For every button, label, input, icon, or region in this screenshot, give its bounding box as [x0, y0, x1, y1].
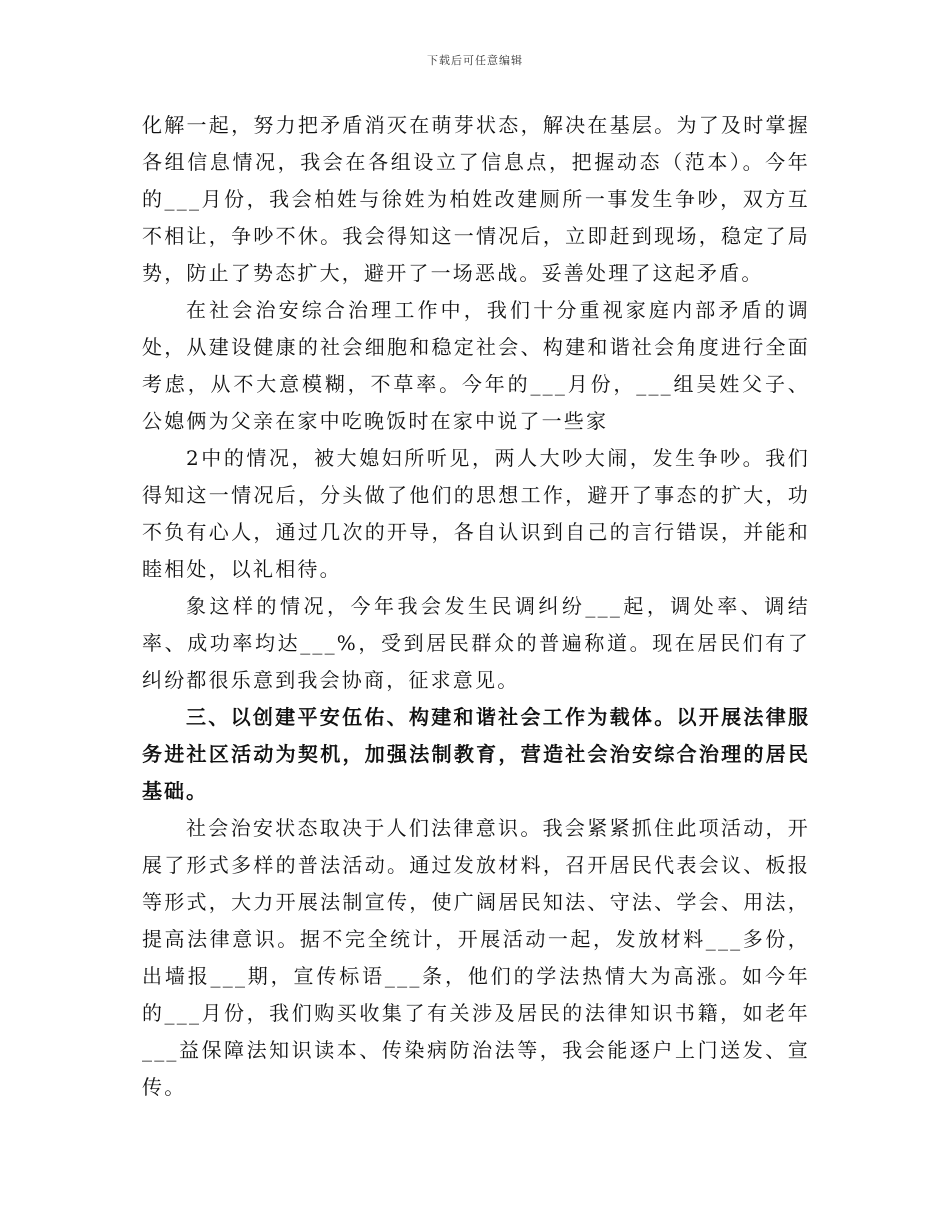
paragraph-3: 2中的情况，被大媳妇所听见，两人大吵大闹，发生争吵。我们得知这一情况后，分头做了他们的思想工作，避开了事态的扩大，功不负有心人，通过几次的开导，各自认识到自己的言行错误，并能和睦相处，以礼相待。: [142, 446, 810, 581]
document-body: [142, 107, 810, 1106]
paragraph-5: 社会治安状态取决于人们法律意识。我会紧紧抓住此项活动，开展了形式多样的普法活动。通过发放材料，召开居民代表会议、板报等形式，大力开展法制宣传，使广阔居民知法、守法、学会、用法，提高法律意识。据不完全统计，开展活动一起，发放材料___多份，出墙报___期，宣传标语___条，他们的学法热情大为高涨。如今年的___月份，我们购买收集了有关涉及居民的法律知识书籍，如老年___益保障法知识读本、传染病防治法等，我会能逐户上门送发、宣传。: [142, 816, 810, 1099]
paragraph-4: 象这样的情况，今年我会发生民调纠纷___起，调处率、调结率、成功率均达___%，受到居民群众的普遍称道。现在居民们有了纠纷都很乐意到我会协商，征求意见。: [142, 594, 810, 692]
page-header: 下载后可任意编辑: [427, 54, 523, 67]
paragraph-1: 化解一起，努力把矛盾消灭在萌芽状态，解决在基层。为了及时掌握各组信息情况，我会在各组设立了信息点，把握动态（范本）。今年的___月份，我会柏姓与徐姓为柏姓改建厕所一事发生争吵，双方互不相让，争吵不休。我会得知这一情况后，立即赶到现场，稳定了局势，防止了势态扩大，避开了一场恶战。妥善处理了这起矛盾。: [142, 113, 810, 285]
paragraph-2: 在社会治安综合治理工作中，我们十分重视家庭内部矛盾的调处，从建设健康的社会细胞和稳定社会、构建和谐社会角度进行全面考虑，从不大意模糊，不草率。今年的___月份，___组吴姓父子、公媳俩为父亲在家中吃晚饭时在家中说了一些家: [142, 298, 810, 433]
section-heading: 三、以创建平安伍佑、构建和谐社会工作为载体。以开展法律服务进社区活动为契机，加强法制教育，营造社会治安综合治理的居民基础。: [142, 705, 810, 803]
